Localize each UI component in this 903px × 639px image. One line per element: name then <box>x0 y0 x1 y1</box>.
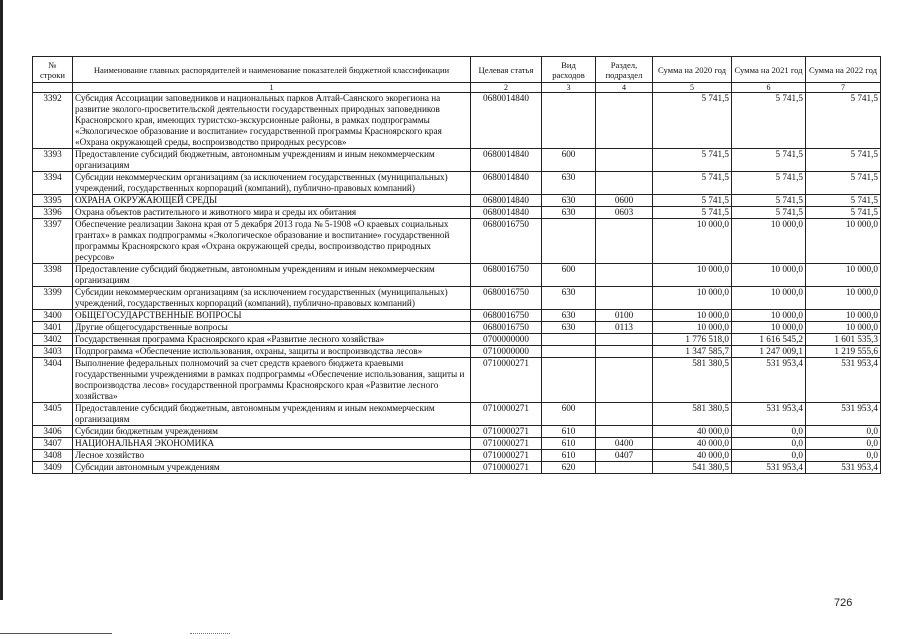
row-number: 3403 <box>33 346 73 358</box>
row-name: ОБЩЕГОСУДАРСТВЕННЫЕ ВОПРОСЫ <box>73 310 471 322</box>
scan-artifact-line <box>0 633 112 634</box>
row-sum-2021: 531 953,4 <box>732 462 806 474</box>
row-target: 0680014840 <box>471 149 542 172</box>
header-name: Наименование главных распорядителей и наименование показателей бюджетной классификации <box>73 57 471 83</box>
row-sum-2022: 10 000,0 <box>806 310 881 322</box>
row-name: ОХРАНА ОКРУЖАЮЩЕЙ СРЕДЫ <box>73 195 471 207</box>
header-sum-2021: Сумма на 2021 год <box>732 57 806 83</box>
row-sum-2021: 5 741,5 <box>732 149 806 172</box>
table-row <box>33 358 881 403</box>
row-target: 0710000271 <box>471 462 542 474</box>
row-type <box>542 219 596 264</box>
row-sum-2021: 5 741,5 <box>732 207 806 219</box>
row-number: 3405 <box>33 403 73 426</box>
row-sum-2020: 1 776 518,0 <box>653 334 732 346</box>
column-number-blank <box>33 83 73 93</box>
row-sum-2022: 10 000,0 <box>806 264 881 287</box>
row-sum-2020: 5 741,5 <box>653 207 732 219</box>
row-name: Обеспечение реализации Закона края от 5 декабря 2013 года № 5-1908 «О краевых социальных грантах» в рамках подпрограммы «Экологическое образование и воспитание» государственной программы Красноярского края «Охрана окружающей среды, воспроизводство природных ресурсов» <box>73 219 471 264</box>
row-name: НАЦИОНАЛЬНАЯ ЭКОНОМИКА <box>73 438 471 450</box>
table-row <box>33 438 881 450</box>
row-target: 0710000271 <box>471 403 542 426</box>
row-sum-2022: 1 219 555,6 <box>806 346 881 358</box>
scan-artifact-dots <box>190 633 230 635</box>
row-number: 3393 <box>33 149 73 172</box>
row-sum-2021: 10 000,0 <box>732 322 806 334</box>
table-row <box>33 207 881 219</box>
header-row <box>33 57 881 83</box>
row-section: 0100 <box>596 310 653 322</box>
row-section <box>596 358 653 403</box>
table-row <box>33 195 881 207</box>
column-number: 3 <box>542 83 596 93</box>
row-type: 600 <box>542 403 596 426</box>
row-target: 0710000271 <box>471 450 542 462</box>
row-name: Лесное хозяйство <box>73 450 471 462</box>
row-type <box>542 358 596 403</box>
row-sum-2022: 0,0 <box>806 450 881 462</box>
row-type: 620 <box>542 462 596 474</box>
row-type: 630 <box>542 207 596 219</box>
row-type: 610 <box>542 426 596 438</box>
row-number: 3399 <box>33 287 73 310</box>
row-sum-2022: 0,0 <box>806 426 881 438</box>
row-target: 0680016750 <box>471 322 542 334</box>
row-sum-2022: 531 953,4 <box>806 358 881 403</box>
row-sum-2021: 0,0 <box>732 438 806 450</box>
row-target: 0700000000 <box>471 334 542 346</box>
row-sum-2020: 10 000,0 <box>653 287 732 310</box>
row-sum-2021: 10 000,0 <box>732 287 806 310</box>
header-target: Целевая статья <box>471 57 542 83</box>
row-target: 0680014840 <box>471 207 542 219</box>
row-sum-2022: 531 953,4 <box>806 462 881 474</box>
row-section: 0407 <box>596 450 653 462</box>
row-target: 0680014840 <box>471 93 542 149</box>
row-sum-2021: 531 953,4 <box>732 358 806 403</box>
header-sum-2020: Сумма на 2020 год <box>653 57 732 83</box>
row-sum-2021: 0,0 <box>732 426 806 438</box>
row-section <box>596 149 653 172</box>
row-sum-2022: 5 741,5 <box>806 195 881 207</box>
row-number: 3407 <box>33 438 73 450</box>
row-target: 0680016750 <box>471 287 542 310</box>
column-number: 7 <box>806 83 881 93</box>
row-type: 600 <box>542 264 596 287</box>
row-sum-2020: 5 741,5 <box>653 93 732 149</box>
row-name: Субсидии некоммерческим организациям (за исключением государственных (муниципальных) учреждений, государственных корпораций (компаний), публично-правовых компаний) <box>73 172 471 195</box>
row-sum-2022: 5 741,5 <box>806 93 881 149</box>
row-sum-2020: 10 000,0 <box>653 310 732 322</box>
row-sum-2020: 1 347 585,7 <box>653 346 732 358</box>
row-name: Субсидии автономным учреждениям <box>73 462 471 474</box>
row-sum-2020: 541 380,5 <box>653 462 732 474</box>
row-sum-2022: 531 953,4 <box>806 403 881 426</box>
row-name: Другие общегосударственные вопросы <box>73 322 471 334</box>
column-number: 1 <box>73 83 471 93</box>
table-row <box>33 334 881 346</box>
row-sum-2022: 10 000,0 <box>806 287 881 310</box>
row-sum-2022: 10 000,0 <box>806 219 881 264</box>
row-section <box>596 219 653 264</box>
row-target: 0680014840 <box>471 172 542 195</box>
row-sum-2021: 1 247 009,1 <box>732 346 806 358</box>
row-number: 3401 <box>33 322 73 334</box>
row-type: 610 <box>542 438 596 450</box>
row-number: 3409 <box>33 462 73 474</box>
row-section <box>596 93 653 149</box>
row-sum-2020: 5 741,5 <box>653 195 732 207</box>
row-section <box>596 346 653 358</box>
row-name: Выполнение федеральных полномочий за счет средств краевого бюджета краевыми государственными учреждениями в рамках подпрограммы «Обеспечение использования, защиты и воспроизводства лесов» государственной программы Красноярского края «Развитие лесного хозяйства» <box>73 358 471 403</box>
row-sum-2021: 5 741,5 <box>732 172 806 195</box>
row-name: Предоставление субсидий бюджетным, автономным учреждениям и иным некоммерческим организациям <box>73 403 471 426</box>
row-section: 0400 <box>596 438 653 450</box>
row-sum-2020: 40 000,0 <box>653 438 732 450</box>
row-sum-2021: 5 741,5 <box>732 195 806 207</box>
row-section <box>596 403 653 426</box>
row-type: 630 <box>542 287 596 310</box>
row-section <box>596 287 653 310</box>
table-row <box>33 322 881 334</box>
table-row <box>33 310 881 322</box>
column-number: 5 <box>653 83 732 93</box>
table-row <box>33 219 881 264</box>
header-type: Вид расходов <box>542 57 596 83</box>
row-section <box>596 426 653 438</box>
row-name: Охрана объектов растительного и животного мира и среды их обитания <box>73 207 471 219</box>
table-row <box>33 287 881 310</box>
column-number: 2 <box>471 83 542 93</box>
column-number: 6 <box>732 83 806 93</box>
row-target: 0710000271 <box>471 438 542 450</box>
row-section <box>596 462 653 474</box>
row-number: 3392 <box>33 93 73 149</box>
row-number: 3395 <box>33 195 73 207</box>
table-row <box>33 264 881 287</box>
row-type <box>542 93 596 149</box>
table-row <box>33 346 881 358</box>
row-target: 0680016750 <box>471 264 542 287</box>
row-sum-2020: 10 000,0 <box>653 219 732 264</box>
column-number-row <box>33 83 881 93</box>
row-sum-2020: 10 000,0 <box>653 322 732 334</box>
row-name: Государственная программа Красноярского края «Развитие лесного хозяйства» <box>73 334 471 346</box>
row-target: 0710000271 <box>471 358 542 403</box>
row-number: 3406 <box>33 426 73 438</box>
budget-table <box>32 56 881 474</box>
row-sum-2021: 1 616 545,2 <box>732 334 806 346</box>
row-sum-2020: 40 000,0 <box>653 426 732 438</box>
row-sum-2021: 10 000,0 <box>732 219 806 264</box>
row-number: 3404 <box>33 358 73 403</box>
scan-edge-bar <box>0 0 3 600</box>
row-target: 0680016750 <box>471 310 542 322</box>
row-sum-2022: 10 000,0 <box>806 322 881 334</box>
row-sum-2022: 5 741,5 <box>806 207 881 219</box>
row-section <box>596 334 653 346</box>
row-target: 0680016750 <box>471 219 542 264</box>
row-sum-2022: 0,0 <box>806 438 881 450</box>
row-sum-2020: 40 000,0 <box>653 450 732 462</box>
row-sum-2021: 5 741,5 <box>732 93 806 149</box>
row-sum-2021: 10 000,0 <box>732 310 806 322</box>
row-target: 0710000271 <box>471 426 542 438</box>
row-sum-2021: 531 953,4 <box>732 403 806 426</box>
row-type <box>542 334 596 346</box>
page-number: 726 <box>834 597 853 609</box>
row-name: Субсидии некоммерческим организациям (за исключением государственных (муниципальных) учреждений, государственных корпораций (компаний), публично-правовых компаний) <box>73 287 471 310</box>
table-row <box>33 462 881 474</box>
row-sum-2020: 581 380,5 <box>653 358 732 403</box>
row-type: 630 <box>542 172 596 195</box>
row-section: 0600 <box>596 195 653 207</box>
row-section <box>596 264 653 287</box>
row-sum-2020: 5 741,5 <box>653 172 732 195</box>
row-target: 0710000000 <box>471 346 542 358</box>
row-number: 3396 <box>33 207 73 219</box>
row-type: 630 <box>542 310 596 322</box>
row-target: 0680014840 <box>471 195 542 207</box>
row-number: 3397 <box>33 219 73 264</box>
table-row <box>33 426 881 438</box>
row-sum-2020: 581 380,5 <box>653 403 732 426</box>
table-row <box>33 450 881 462</box>
table-row <box>33 149 881 172</box>
row-sum-2022: 5 741,5 <box>806 149 881 172</box>
row-number: 3408 <box>33 450 73 462</box>
row-type: 600 <box>542 149 596 172</box>
table-row <box>33 172 881 195</box>
row-type <box>542 346 596 358</box>
row-number: 3394 <box>33 172 73 195</box>
row-type: 610 <box>542 450 596 462</box>
row-sum-2020: 10 000,0 <box>653 264 732 287</box>
row-name: Предоставление субсидий бюджетным, автономным учреждениям и иным некоммерческим организациям <box>73 264 471 287</box>
row-number: 3400 <box>33 310 73 322</box>
row-section <box>596 172 653 195</box>
header-row-no: № строки <box>33 57 73 83</box>
header-section: Раздел, подраздел <box>596 57 653 83</box>
row-name: Предоставление субсидий бюджетным, автономным учреждениям и иным некоммерческим организациям <box>73 149 471 172</box>
row-sum-2022: 5 741,5 <box>806 172 881 195</box>
row-sum-2021: 10 000,0 <box>732 264 806 287</box>
table-row <box>33 403 881 426</box>
row-sum-2021: 0,0 <box>732 450 806 462</box>
row-type: 630 <box>542 322 596 334</box>
header-sum-2022: Сумма на 2022 год <box>806 57 881 83</box>
row-name: Субсидия Ассоциации заповедников и национальных парков Алтай-Саянского экорегиона на развитие эколого-просветительской деятельности государственных природных заповедников Красноярского края, имеющих туристско-экскурсионные районы, в рамках подпрограммы «Экологическое образование и воспитание» государственной программы Красноярского края «Охрана окружающей среды, воспроизводство природных ресурсов» <box>73 93 471 149</box>
table-row <box>33 93 881 149</box>
column-number: 4 <box>596 83 653 93</box>
row-section: 0113 <box>596 322 653 334</box>
row-sum-2020: 5 741,5 <box>653 149 732 172</box>
row-name: Подпрограмма «Обеспечение использования, охраны, защиты и воспроизводства лесов» <box>73 346 471 358</box>
row-number: 3402 <box>33 334 73 346</box>
row-type: 630 <box>542 195 596 207</box>
row-name: Субсидии бюджетным учреждениям <box>73 426 471 438</box>
row-section: 0603 <box>596 207 653 219</box>
row-number: 3398 <box>33 264 73 287</box>
row-sum-2022: 1 601 535,3 <box>806 334 881 346</box>
